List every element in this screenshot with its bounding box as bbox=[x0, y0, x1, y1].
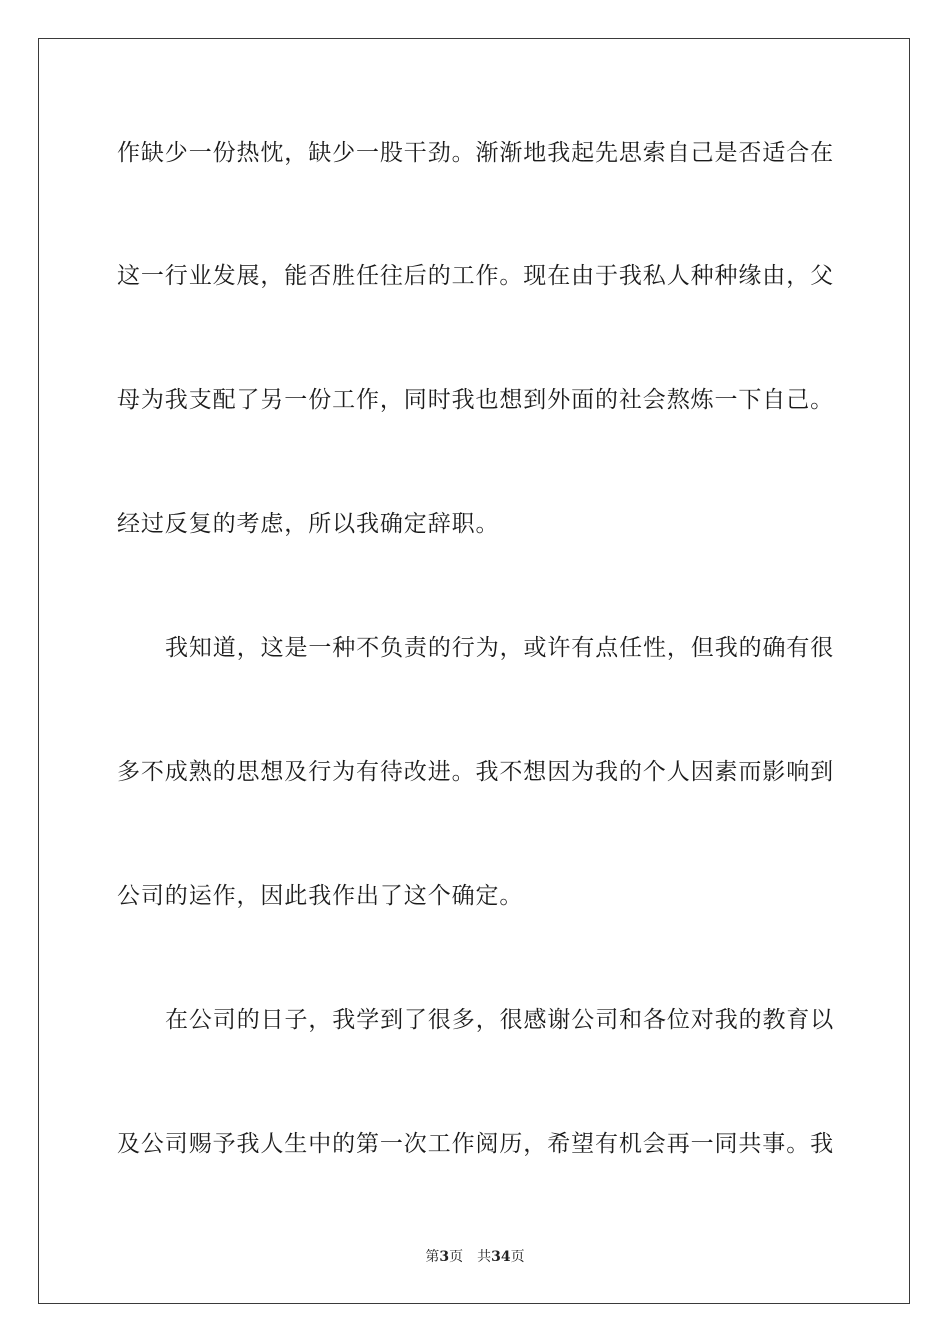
footer-page-number: 3 bbox=[439, 1249, 450, 1265]
body-line-5: 我知道，这是一种不负责的行为，或许有点任性，但我的确有很 bbox=[165, 635, 835, 661]
body-line-3: 母为我支配了另一份工作，同时我也想到外面的社会熬炼一下自己。 bbox=[117, 387, 834, 413]
body-line-8: 在公司的日子，我学到了很多，很感谢公司和各位对我的教育以 bbox=[165, 1007, 835, 1033]
footer-total-suffix: 页 bbox=[510, 1249, 525, 1265]
body-line-9: 及公司赐予我人生中的第一次工作阅历，希望有机会再一同共事。我 bbox=[117, 1131, 834, 1157]
page-border bbox=[38, 38, 910, 1304]
body-line-6: 多不成熟的思想及行为有待改进。我不想因为我的个人因素而影响到 bbox=[117, 759, 834, 785]
body-line-4: 经过反复的考虑，所以我确定辞职。 bbox=[117, 511, 500, 537]
body-line-7: 公司的运作，因此我作出了这个确定。 bbox=[117, 883, 524, 909]
footer-total-pages: 34 bbox=[491, 1249, 511, 1265]
footer-total-prefix: 共 bbox=[477, 1249, 492, 1265]
body-line-1: 作缺少一份热忱，缺少一股干劲。渐渐地我起先思索自己是否适合在 bbox=[117, 140, 834, 166]
page-footer bbox=[0, 1248, 950, 1266]
footer-page-prefix: 第 bbox=[425, 1249, 440, 1265]
footer-page-suffix: 页 bbox=[449, 1249, 464, 1265]
body-line-2: 这一行业发展，能否胜任往后的工作。现在由于我私人种种缘由，父 bbox=[117, 263, 834, 289]
